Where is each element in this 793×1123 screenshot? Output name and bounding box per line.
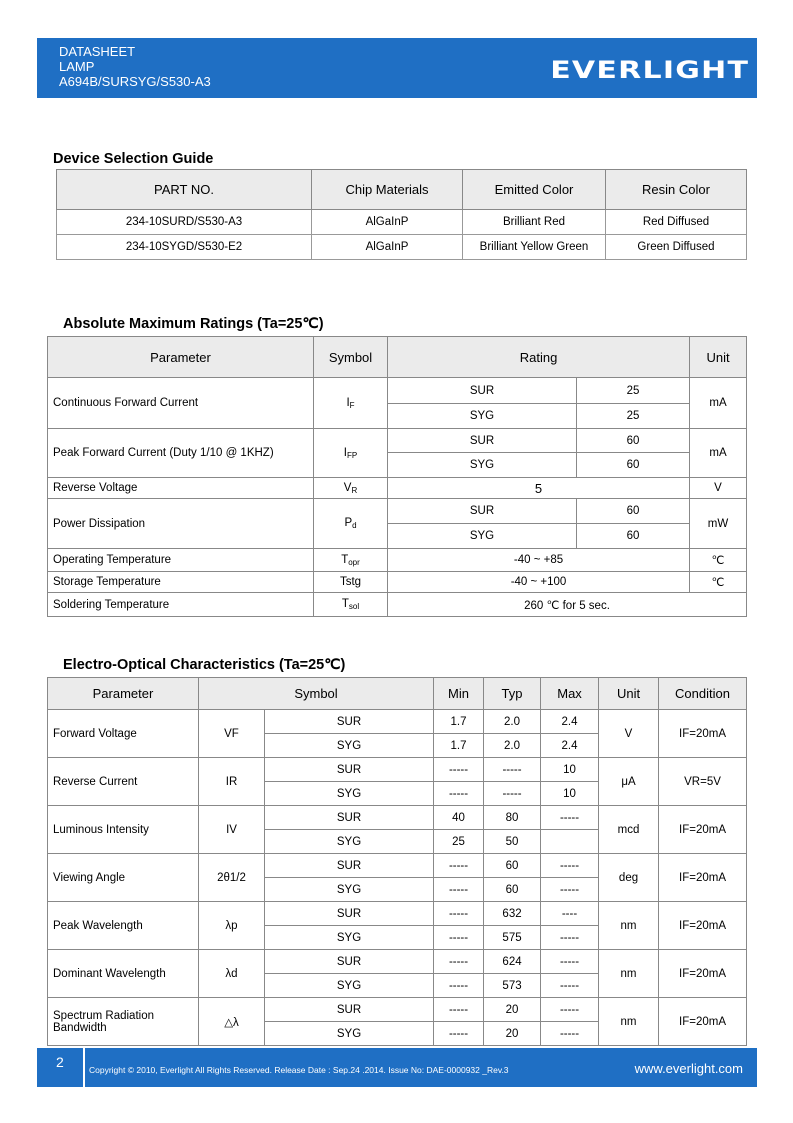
cell: ----- bbox=[541, 806, 599, 830]
cell: ----- bbox=[434, 782, 484, 806]
cell: 50 bbox=[484, 830, 541, 854]
variant: SUR bbox=[388, 378, 577, 404]
table-row bbox=[48, 998, 747, 1022]
eo-title: Electro-Optical Characteristics (Ta=25℃) bbox=[63, 657, 346, 673]
variant: SUR bbox=[388, 499, 577, 524]
cell bbox=[541, 830, 599, 854]
col-parameter: Parameter bbox=[48, 678, 199, 710]
cell: ----- bbox=[434, 1022, 484, 1046]
cell: 573 bbox=[484, 974, 541, 998]
table-row bbox=[48, 806, 747, 830]
cell: 2.4 bbox=[541, 710, 599, 734]
value: 60 bbox=[577, 499, 690, 524]
unit: V bbox=[690, 478, 747, 499]
param-peak-fwd: Peak Forward Current (Duty 1/10 @ 1KHZ) bbox=[48, 429, 314, 478]
cell: 234-10SYGD/S530-E2 bbox=[57, 235, 312, 260]
cell: AlGaInP bbox=[312, 235, 463, 260]
cell: IF=20mA bbox=[659, 710, 747, 758]
page-number: 2 bbox=[56, 1054, 64, 1070]
value: 25 bbox=[577, 404, 690, 429]
col-rating: Rating bbox=[388, 337, 690, 378]
cell: 1.7 bbox=[434, 734, 484, 758]
cell: 2.0 bbox=[484, 710, 541, 734]
website-link[interactable]: www.everlight.com bbox=[634, 1061, 743, 1076]
table-row bbox=[57, 235, 747, 260]
cell: ----- bbox=[541, 878, 599, 902]
product-type: LAMP bbox=[59, 59, 95, 74]
param-reverse-voltage: Reverse Voltage bbox=[48, 478, 314, 499]
cell: IF=20mA bbox=[659, 998, 747, 1046]
value: -40 ~ +100 bbox=[388, 572, 690, 593]
cell: SYG bbox=[265, 1022, 434, 1046]
col-chip-materials: Chip Materials bbox=[312, 170, 463, 210]
doc-type: DATASHEET bbox=[59, 44, 136, 59]
cell: 60 bbox=[484, 854, 541, 878]
param-power: Power Dissipation bbox=[48, 499, 314, 549]
col-part-no: PART NO. bbox=[57, 170, 312, 210]
cell: μA bbox=[599, 758, 659, 806]
param-st-temp: Storage Temperature bbox=[48, 572, 314, 593]
cell: 10 bbox=[541, 758, 599, 782]
value: 60 bbox=[577, 524, 690, 549]
unit: ℃ bbox=[690, 572, 747, 593]
cell: IF=20mA bbox=[659, 902, 747, 950]
sym-sold-temp: $T_{sol}$ bbox=[314, 593, 388, 617]
cell: Red Diffused bbox=[606, 210, 747, 235]
cell: Brilliant Yellow Green bbox=[463, 235, 606, 260]
cell: 2θ1/2 bbox=[199, 854, 265, 902]
cell: IF=20mA bbox=[659, 806, 747, 854]
cell: 20 bbox=[484, 998, 541, 1022]
cell: SUR bbox=[265, 710, 434, 734]
col-max: Max bbox=[541, 678, 599, 710]
everlight-logo: EVERLIGHT bbox=[549, 56, 749, 84]
cell: IF=20mA bbox=[659, 854, 747, 902]
value: 260 ℃ for 5 sec. bbox=[388, 593, 747, 617]
header-bar bbox=[37, 38, 757, 98]
param-sold-temp: Soldering Temperature bbox=[48, 593, 314, 617]
cell: 1.7 bbox=[434, 710, 484, 734]
cell: 80 bbox=[484, 806, 541, 830]
cell: Dominant Wavelength bbox=[48, 950, 199, 998]
col-condition: Condition bbox=[659, 678, 747, 710]
cell: Brilliant Red bbox=[463, 210, 606, 235]
col-resin-color: Resin Color bbox=[606, 170, 747, 210]
cell: Forward Voltage bbox=[48, 710, 199, 758]
cell: ----- bbox=[434, 950, 484, 974]
variant: SUR bbox=[388, 429, 577, 453]
cell: ----- bbox=[434, 926, 484, 950]
device-selection-table bbox=[56, 169, 747, 260]
table-row bbox=[48, 758, 747, 782]
cell: ----- bbox=[484, 758, 541, 782]
col-typ: Typ bbox=[484, 678, 541, 710]
cell: 60 bbox=[484, 878, 541, 902]
abs-max-table bbox=[47, 336, 747, 617]
value: 60 bbox=[577, 429, 690, 453]
cell: SYG bbox=[265, 878, 434, 902]
sym-op-temp: $T_{opr}$ bbox=[314, 549, 388, 572]
value: 60 bbox=[577, 453, 690, 478]
cell: V bbox=[599, 710, 659, 758]
cell: 40 bbox=[434, 806, 484, 830]
table-row bbox=[48, 902, 747, 926]
cell: ----- bbox=[434, 758, 484, 782]
electro-optical-table bbox=[47, 677, 747, 1046]
cell: SUR bbox=[265, 758, 434, 782]
cell: △λ bbox=[199, 998, 265, 1046]
cell: λd bbox=[199, 950, 265, 998]
cell: SYG bbox=[265, 734, 434, 758]
cell: 10 bbox=[541, 782, 599, 806]
cell: SUR bbox=[265, 902, 434, 926]
value: -40 ~ +85 bbox=[388, 549, 690, 572]
cell: SYG bbox=[265, 926, 434, 950]
cell: IV bbox=[199, 806, 265, 854]
value: 25 bbox=[577, 378, 690, 404]
cell: ----- bbox=[434, 854, 484, 878]
table-row bbox=[57, 210, 747, 235]
part-number: A694B/SURSYG/S530-A3 bbox=[59, 74, 211, 89]
cell: SYG bbox=[265, 974, 434, 998]
sym-peak-fwd: $I_{FP}$ bbox=[314, 429, 388, 478]
cell: 2.0 bbox=[484, 734, 541, 758]
cell: ----- bbox=[541, 974, 599, 998]
cell: Luminous Intensity bbox=[48, 806, 199, 854]
cell: SUR bbox=[265, 998, 434, 1022]
cell: ---- bbox=[541, 902, 599, 926]
cell: 20 bbox=[484, 1022, 541, 1046]
cell: ----- bbox=[434, 902, 484, 926]
cell: nm bbox=[599, 950, 659, 998]
cell: 575 bbox=[484, 926, 541, 950]
cell: 624 bbox=[484, 950, 541, 974]
cell: nm bbox=[599, 902, 659, 950]
unit: mA bbox=[690, 429, 747, 478]
unit: ℃ bbox=[690, 549, 747, 572]
unit: mW bbox=[690, 499, 747, 549]
cell: IR bbox=[199, 758, 265, 806]
cell: Peak Wavelength bbox=[48, 902, 199, 950]
col-parameter: Parameter bbox=[48, 337, 314, 378]
header-text bbox=[59, 44, 211, 89]
col-symbol: Symbol bbox=[314, 337, 388, 378]
table-row bbox=[48, 950, 747, 974]
cell: mcd bbox=[599, 806, 659, 854]
table-row bbox=[48, 710, 747, 734]
variant: SYG bbox=[388, 453, 577, 478]
sym-st-temp: Tstg bbox=[314, 572, 388, 593]
col-symbol: Symbol bbox=[199, 678, 434, 710]
cell: ----- bbox=[434, 974, 484, 998]
variant: SYG bbox=[388, 524, 577, 549]
cell: ----- bbox=[541, 926, 599, 950]
cell: ----- bbox=[541, 854, 599, 878]
col-unit: Unit bbox=[599, 678, 659, 710]
cell: Spectrum Radiation Bandwidth bbox=[48, 998, 199, 1046]
cell: Reverse Current bbox=[48, 758, 199, 806]
param-cont-fwd: Continuous Forward Current bbox=[48, 378, 314, 429]
cell: SYG bbox=[265, 830, 434, 854]
cell: SUR bbox=[265, 806, 434, 830]
cell: 632 bbox=[484, 902, 541, 926]
copyright: Copyright © 2010, Everlight All Rights Reserved. Release Date : Sep.24 .2014. Issue No: DAE-0000932 _Rev.3 bbox=[89, 1065, 509, 1075]
cell: IF=20mA bbox=[659, 950, 747, 998]
device-selection-title: Device Selection Guide bbox=[53, 151, 214, 167]
sym-reverse-voltage: $V_R$ bbox=[314, 478, 388, 499]
unit: mA bbox=[690, 378, 747, 429]
cell: 25 bbox=[434, 830, 484, 854]
col-min: Min bbox=[434, 678, 484, 710]
cell: SUR bbox=[265, 854, 434, 878]
cell: ----- bbox=[484, 782, 541, 806]
value: 5 bbox=[388, 478, 690, 499]
footer-bar bbox=[37, 1048, 757, 1087]
cell: deg bbox=[599, 854, 659, 902]
cell: SUR bbox=[265, 950, 434, 974]
cell: Green Diffused bbox=[606, 235, 747, 260]
col-emitted-color: Emitted Color bbox=[463, 170, 606, 210]
cell: VR=5V bbox=[659, 758, 747, 806]
cell: Viewing Angle bbox=[48, 854, 199, 902]
cell: AlGaInP bbox=[312, 210, 463, 235]
cell: ----- bbox=[434, 878, 484, 902]
sym-power: $P_d$ bbox=[314, 499, 388, 549]
cell: ----- bbox=[434, 998, 484, 1022]
cell: 2.4 bbox=[541, 734, 599, 758]
cell: VF bbox=[199, 710, 265, 758]
cell: ----- bbox=[541, 950, 599, 974]
page-number-box bbox=[37, 1048, 85, 1087]
col-unit: Unit bbox=[690, 337, 747, 378]
variant: SYG bbox=[388, 404, 577, 429]
cell: 234-10SURD/S530-A3 bbox=[57, 210, 312, 235]
table-row bbox=[48, 854, 747, 878]
abs-max-title: Absolute Maximum Ratings (Ta=25℃) bbox=[63, 316, 324, 332]
sym-cont-fwd: $I_F$ bbox=[314, 378, 388, 429]
cell: ----- bbox=[541, 1022, 599, 1046]
cell: nm bbox=[599, 998, 659, 1046]
param-op-temp: Operating Temperature bbox=[48, 549, 314, 572]
cell: ----- bbox=[541, 998, 599, 1022]
cell: λp bbox=[199, 902, 265, 950]
cell: SYG bbox=[265, 782, 434, 806]
